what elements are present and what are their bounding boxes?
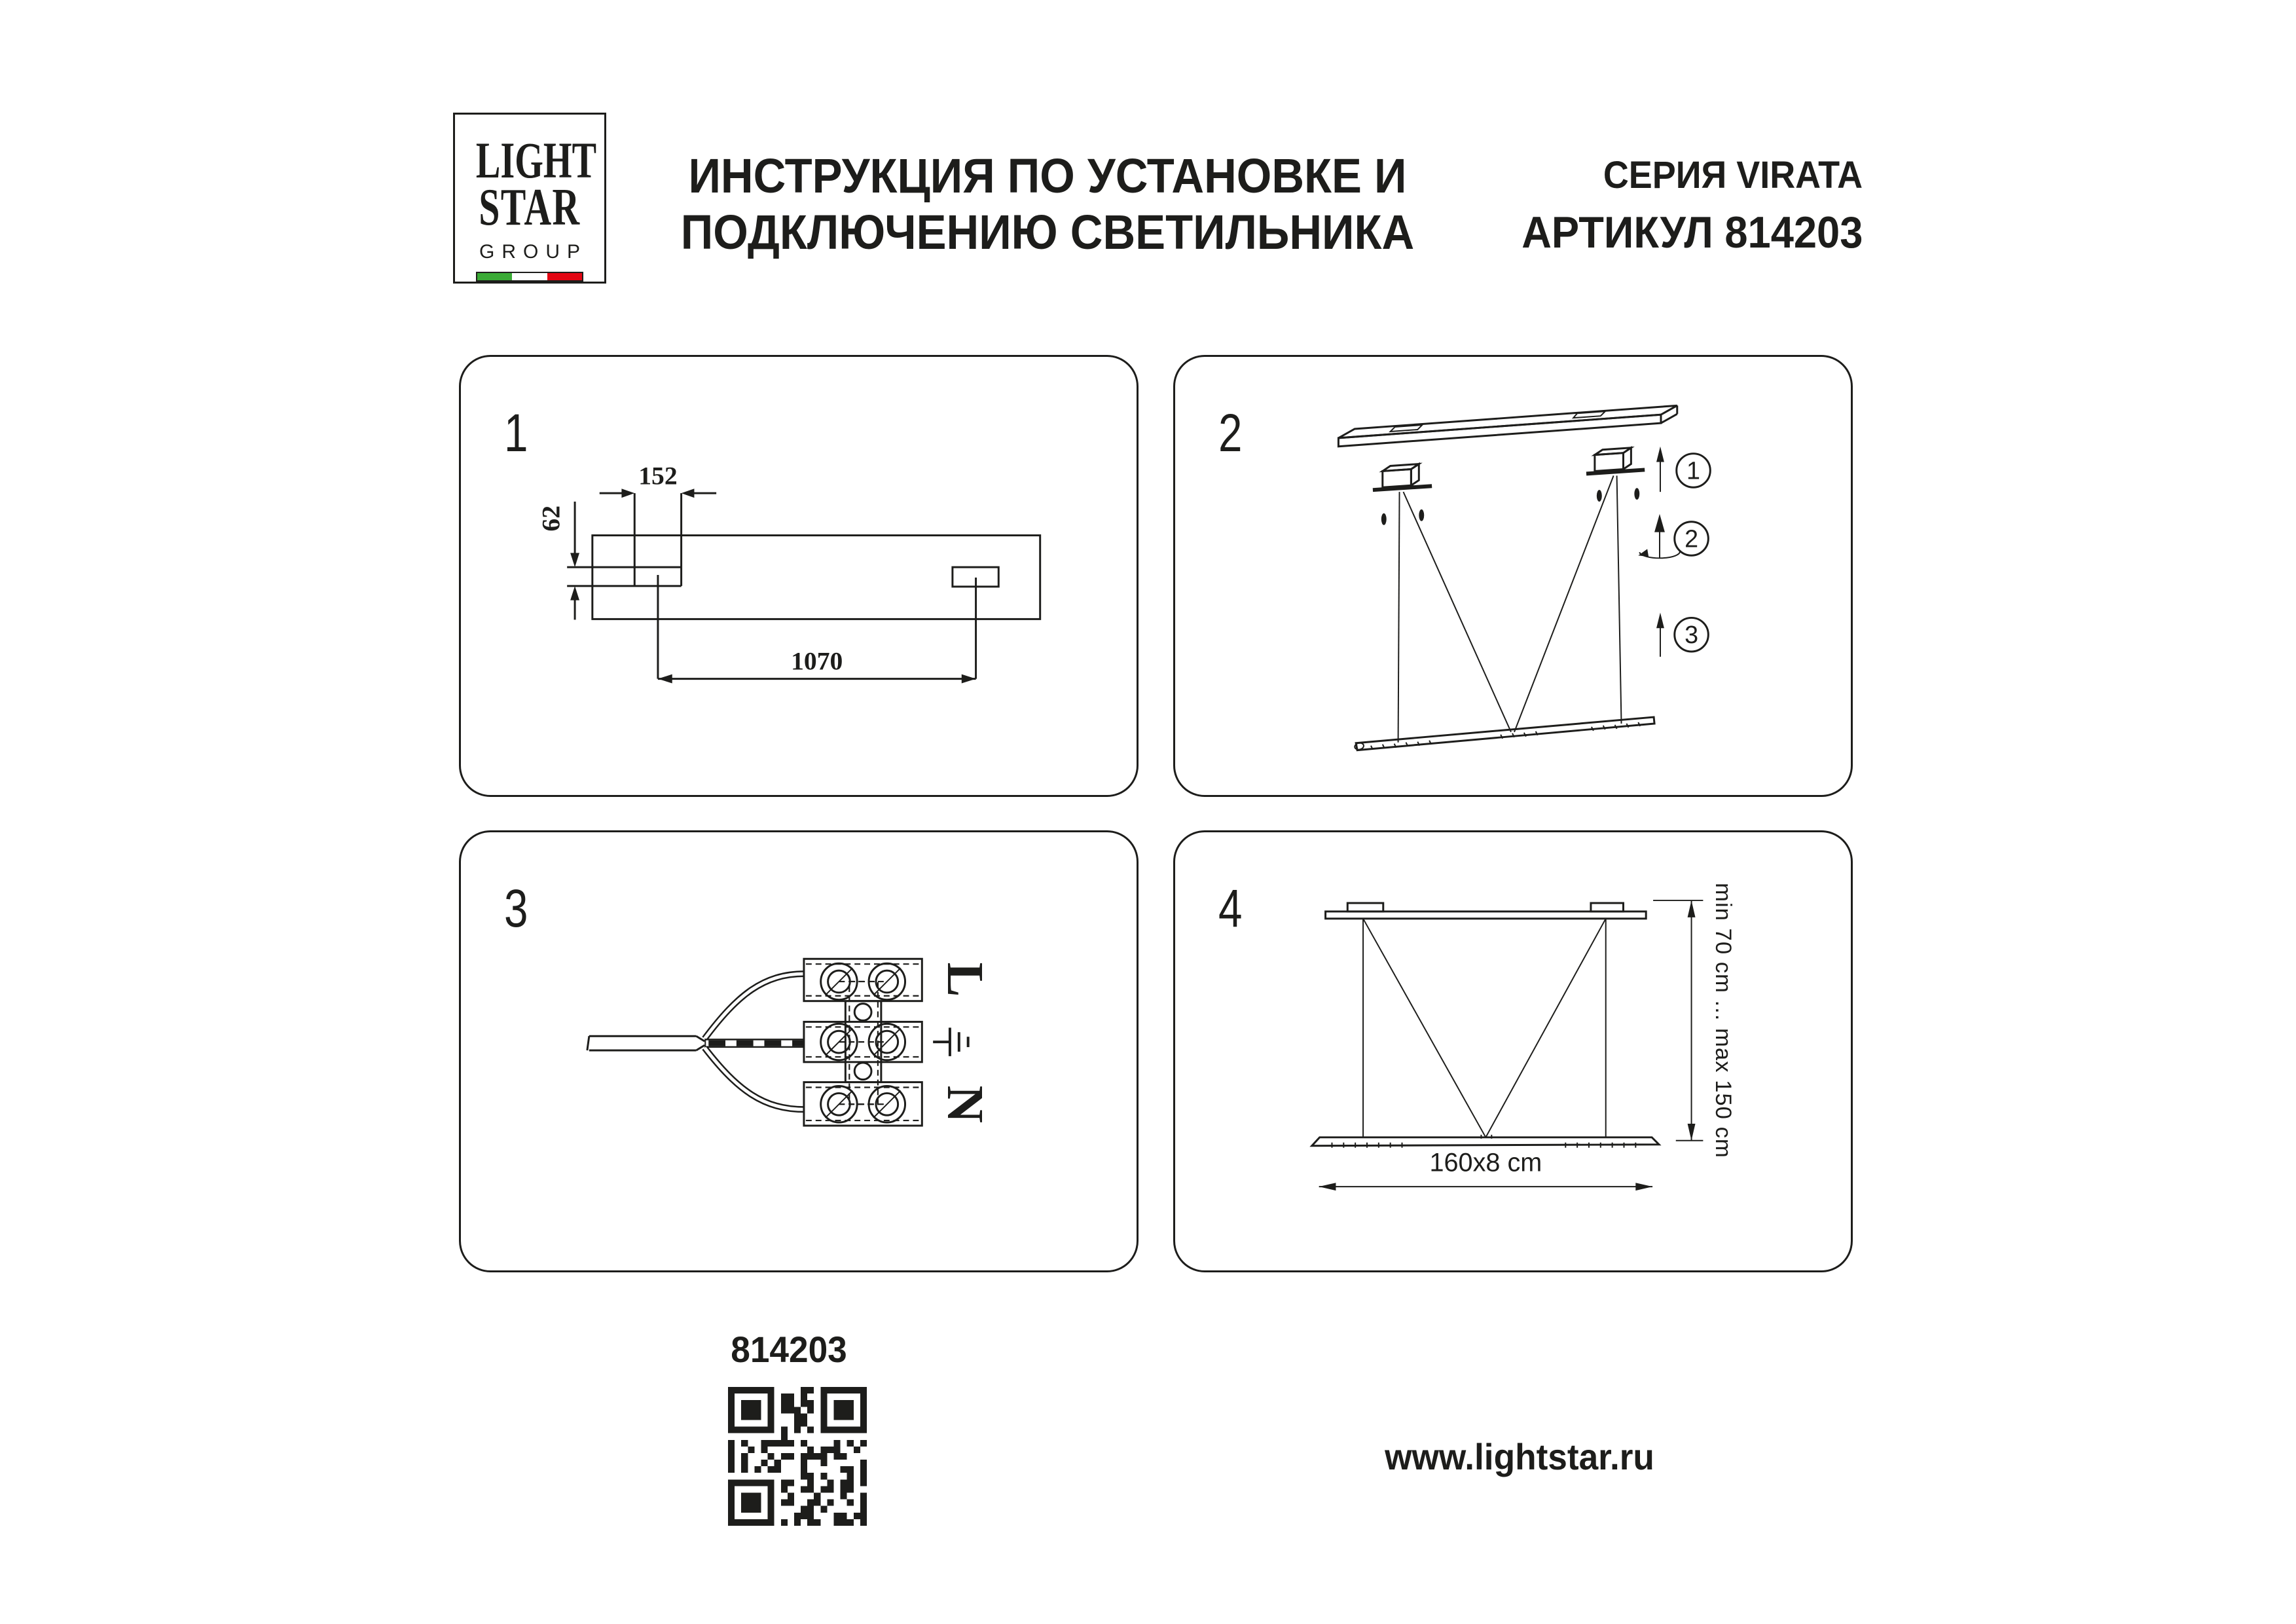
drill-marks <box>1381 488 1639 525</box>
dimension-size <box>1319 1148 1652 1190</box>
logo-word-group: GROUP <box>479 241 587 263</box>
dimension-152 <box>600 461 716 498</box>
dimension-62 <box>536 502 579 619</box>
dim-offset-label: 62 <box>536 505 566 532</box>
step-3-arrow-icon <box>1656 612 1664 656</box>
step-2-number: 2 <box>1685 525 1699 553</box>
panel-step-4 <box>1173 830 1853 1272</box>
series-label: СЕРИЯ VIRATA <box>1603 154 1863 196</box>
dimension-height <box>1653 883 1736 1158</box>
mounting-plate-dimension-drawing <box>461 357 1137 795</box>
earth-ground-icon <box>933 1027 968 1056</box>
terminal-block-L <box>804 959 922 1001</box>
dim-size-label: 160x8 cm <box>1429 1148 1542 1177</box>
dim-hole-width-label: 152 <box>638 461 678 490</box>
ceiling-plate-front <box>1326 912 1647 919</box>
italian-flag-icon <box>476 272 583 282</box>
suspension-wires <box>1398 475 1622 742</box>
step-3-number: 3 <box>1685 621 1699 649</box>
panel-step-3 <box>459 830 1139 1272</box>
flag-green-stripe <box>477 273 512 280</box>
block-right-front <box>1591 903 1624 912</box>
panel-step-2 <box>1173 355 1853 797</box>
suspension-block-left <box>1373 464 1432 490</box>
suspension-wires-front <box>1363 919 1606 1137</box>
logo-word-light: LIGHT <box>475 132 597 189</box>
installed-fixture-drawing <box>1175 832 1851 1270</box>
panel-step-1 <box>459 355 1139 797</box>
step-number-2: 2 <box>1218 403 1243 463</box>
dim-span-label: 1070 <box>791 646 843 676</box>
step-number-4: 4 <box>1218 879 1243 938</box>
step-1-arrow-icon <box>1656 447 1664 492</box>
wiring-diagram <box>461 832 1137 1270</box>
page-title-line1: ИНСТРУКЦИЯ ПО УСТАНОВКЕ И <box>688 149 1407 203</box>
footer-article-number: 814203 <box>731 1329 847 1370</box>
light-bar-front <box>1312 1135 1659 1148</box>
assembly-isometric-drawing <box>1175 357 1851 795</box>
step-number-1: 1 <box>504 403 528 463</box>
logo-word-star: STAR <box>479 178 581 236</box>
step-2-arrow-icon <box>1638 514 1680 558</box>
block-left-front <box>1347 903 1383 912</box>
step-1-number: 1 <box>1686 456 1701 485</box>
website-url: www.lightstar.ru <box>1385 1436 1654 1477</box>
qr-code <box>728 1387 867 1526</box>
flag-red-stripe <box>547 273 582 280</box>
wire-line <box>704 974 805 1039</box>
light-bar <box>1354 717 1654 750</box>
lightstar-logo <box>453 113 606 284</box>
dimension-1070 <box>658 647 976 684</box>
flag-white-stripe <box>512 273 547 280</box>
label-neutral-N: N <box>936 1085 994 1123</box>
label-line-L: L <box>936 962 994 997</box>
dim-height-label: min 70 cm ... max 150 cm <box>1711 883 1736 1158</box>
wire-neutral <box>704 1048 805 1109</box>
mounting-plate <box>592 536 1040 619</box>
page-title-line2: ПОДКЛЮЧЕНИЮ СВЕТИЛЬНИКА <box>680 205 1415 259</box>
suspension-block-right <box>1586 448 1645 474</box>
step-number-3: 3 <box>504 879 528 938</box>
article-label: АРТИКУЛ 814203 <box>1521 208 1863 257</box>
supply-cable <box>587 1036 704 1050</box>
ceiling-plate <box>1338 405 1677 446</box>
